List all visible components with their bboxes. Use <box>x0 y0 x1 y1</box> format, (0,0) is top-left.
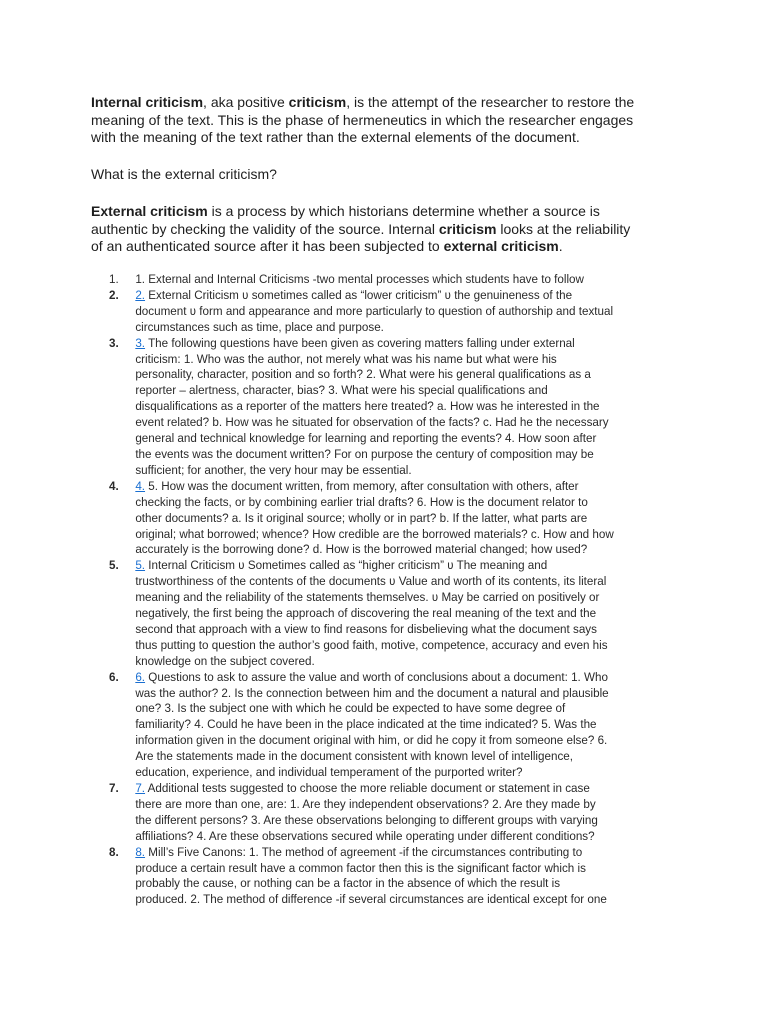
list-item-text: the events was the document written? For on purpose the century of composition may be <box>135 446 594 461</box>
list-number: 2. <box>109 287 119 302</box>
list-item-text: The following questions have been given as covering matters falling under external <box>145 335 575 350</box>
list-item <box>109 336 617 479</box>
list-item-text: other documents? a. Is it original source; wholly or in part? b. If the latter, what parts are <box>135 510 588 525</box>
bold-term: External criticism <box>91 203 208 219</box>
list-number: 8. <box>109 844 119 859</box>
list-item-text: 5. How was the document written, from memory, after consultation with others, after <box>145 478 579 493</box>
list-item-text: produce a certain result have a common factor then this is the significant factor which is <box>135 860 586 875</box>
internal-criticism-paragraph: Internal criticism, aka positive criticism, is the attempt of the researcher to restore the meaning of the text. This is the phase of hermeneutics in which the researcher engages with the meaning of the text rather than the external elements of the document. <box>91 94 635 145</box>
list-item-text: accurately is the borrowing done? d. How is the borrowed material changed; how used? <box>135 542 588 557</box>
bold-term: external criticism <box>443 238 559 254</box>
reference-link[interactable]: 4. <box>135 478 146 493</box>
question-heading: What is the external criticism? <box>91 166 277 182</box>
reference-link[interactable]: 5. <box>135 558 146 573</box>
list-item-text: familiarity? 4. Could he have been in the place indicated at the time indicated? 5. Was the <box>135 717 597 732</box>
list-item-text: information given in the document original with him, or did he copy it from someone else? 6. <box>135 733 608 748</box>
list-item <box>109 288 617 336</box>
list-item-text: meaning and the reliability of the statements themselves. ʋ May be carried on positively or <box>135 590 600 605</box>
list-item-text: External Criticism ʋ sometimes called as “lower criticism” ʋ the genuineness of the <box>145 287 573 302</box>
list-item-text: event related? b. How was he situated for observation of the facts? c. Had he the necessary <box>135 415 609 430</box>
list-number: 5. <box>109 558 119 573</box>
list-item-text: education, experience, and individual temperament of the purported writer? <box>135 765 523 780</box>
list-number: 1. <box>109 272 119 286</box>
list-item <box>109 479 617 559</box>
external-criticism-paragraph: External criticism is a process by which historians determine whether a source is authentic by checking the validity of the source. Internal criticism looks at the reliability of an authenticated source after it has been subjected to external criticism. <box>91 203 631 254</box>
reference-link[interactable]: 3. <box>135 335 146 350</box>
list-item <box>109 845 617 909</box>
list-item-text: negatively, the first being the approach of discovering the real meaning of the text and the <box>135 606 597 621</box>
list-item-text: there are more than one, are: 1. Are they independent observations? 2. Are they made by <box>135 796 596 811</box>
list-item-text: Additional tests suggested to choose the more reliable document or statement in case <box>145 781 590 795</box>
bold-term: criticism <box>288 94 347 110</box>
list-number: 4. <box>109 478 119 493</box>
list-item-text: the different persons? 3. Are these observations belonging to different groups with varying <box>135 812 598 827</box>
list-item-text: general and technical knowledge for learning and reporting the events? 4. How soon after <box>135 431 597 446</box>
list-item-text: trustworthiness of the contents of the documents ʋ Value and worth of its contents, its literal <box>135 574 607 589</box>
list-item-text: 1. External and Internal Criticisms -two mental processes which students have to follow <box>135 272 584 286</box>
list-item-text: thus putting to question the author’s good faith, motive, competence, accuracy and even his <box>135 637 608 652</box>
list-item-text: affiliations? 4. Are these observations secured while operating under different conditions? <box>135 828 595 843</box>
list-item-text: probably the cause, or nothing can be a factor in the absence of which the result is <box>135 876 561 891</box>
reference-link[interactable]: 6. <box>135 669 146 684</box>
list-number: 7. <box>109 781 119 795</box>
list-item <box>109 781 617 845</box>
list-item-text: circumstances such as time, place and purpose. <box>135 319 384 334</box>
list-item-text: Mill’s Five Canons: 1. The method of agreement -if the circumstances contributing to <box>145 844 583 859</box>
list-item-text: Are the statements made in the document consistent with known level of intelligence, <box>135 749 573 764</box>
list-item <box>109 558 617 669</box>
list-item-text: sufficient; for another, the very hour may be essential. <box>135 462 412 477</box>
reference-link[interactable]: 7. <box>135 781 146 795</box>
list-item-text: one? 3. Is the subject one with which he could be expected to have some degree of <box>135 701 566 716</box>
reference-link[interactable]: 2. <box>135 287 146 302</box>
list-item-text: knowledge on the subject covered. <box>135 653 315 668</box>
list-item <box>109 272 617 288</box>
numbered-list <box>109 272 617 908</box>
list-item-text: second that approach with a view to find reasons for disbelieving what the document says <box>135 621 597 636</box>
list-item-text: Questions to ask to assure the value and worth of conclusions about a document: 1. Who <box>145 669 608 684</box>
bold-term: criticism <box>438 220 497 237</box>
reference-link[interactable]: 8. <box>135 844 146 859</box>
list-item-text: was the author? 2. Is the connection between him and the document a natural and plausible <box>135 685 609 700</box>
list-item-text: produced. 2. The method of difference -if several circumstances are identical except for one <box>135 892 607 907</box>
list-item-text: Internal Criticism ʋ Sometimes called as “higher criticism” ʋ The meaning and <box>145 558 548 573</box>
list-item-text: original; what borrowed; whence? How credible are the borrowed materials? c. How and how <box>135 526 614 541</box>
list-item-text: reporter – alertness, character, bias? 3. What were his special qualifications and <box>135 383 548 398</box>
bold-term: Internal criticism <box>91 94 204 110</box>
list-item-text: document ʋ form and appearance and more particularly to question of authorship and textual <box>135 303 614 318</box>
list-number: 3. <box>109 335 119 350</box>
list-item-text: personality, character, position and so forth? 2. What were his general qualifications as a <box>135 367 591 382</box>
list-item-text: disqualifications as a reporter of the matters here treated? a. How was he interested in the <box>135 399 600 414</box>
list-number: 6. <box>109 669 119 684</box>
list-item-text: criticism: 1. Who was the author, not merely what was his name but what were his <box>135 351 557 366</box>
list-item <box>109 670 617 781</box>
list-item-text: checking the facts, or by combining earlier trial drafts? 6. How is the document relator to <box>135 494 588 509</box>
